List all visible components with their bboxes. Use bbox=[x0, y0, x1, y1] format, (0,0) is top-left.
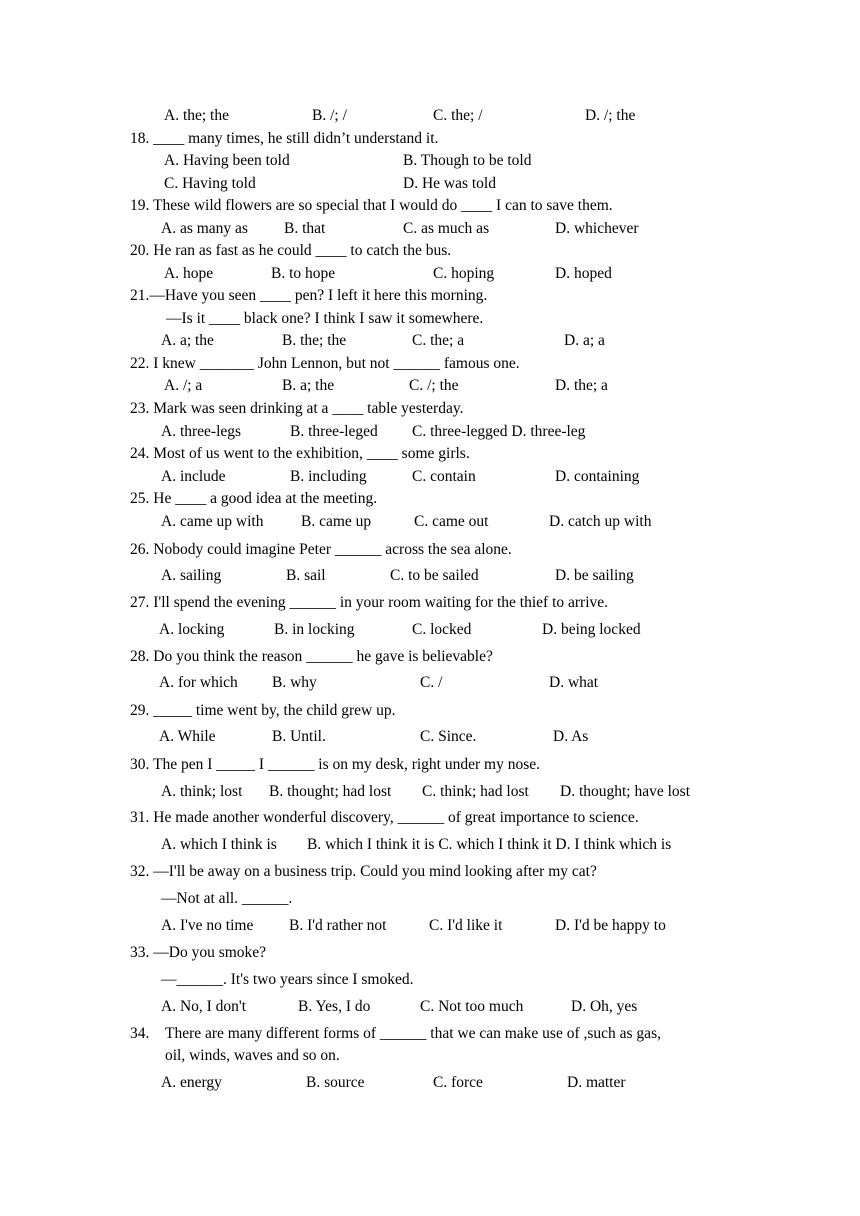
text-line-q32b-0: —Not at all. ______. bbox=[161, 890, 293, 907]
option-q18b-1: D. He was told bbox=[403, 175, 496, 192]
option-q30o-1: B. thought; had lost bbox=[269, 783, 392, 800]
option-q28o-1: B. why bbox=[272, 674, 317, 691]
option-q32o-2: C. I'd like it bbox=[429, 917, 503, 934]
option-q18a-0: A. Having been told bbox=[164, 152, 290, 169]
text-line-q25-0: 25. He ____ a good idea at the meeting. bbox=[130, 490, 378, 507]
text-line-q32-0: 32. —I'll be away on a business trip. Could you mind looking after my cat? bbox=[130, 863, 597, 880]
option-q27o-2: C. locked bbox=[412, 621, 472, 638]
option-q26o-0: A. sailing bbox=[161, 567, 222, 584]
option-q33o-1: B. Yes, I do bbox=[298, 998, 371, 1015]
text-line-q26-0: 26. Nobody could imagine Peter ______ across the sea alone. bbox=[130, 541, 512, 558]
option-q29o-3: D. As bbox=[553, 728, 589, 745]
option-q27o-3: D. being locked bbox=[542, 621, 641, 638]
option-q27o-0: A. locking bbox=[159, 621, 225, 638]
option-q24o-1: B. including bbox=[290, 468, 367, 485]
text-line-q20-0: 20. He ran as fast as he could ____ to catch the bus. bbox=[130, 242, 452, 259]
option-q28o-0: A. for which bbox=[159, 674, 238, 691]
option-q23o-2: C. three-legged D. three-leg bbox=[412, 423, 586, 440]
option-q25o-0: A. came up with bbox=[161, 513, 264, 530]
option-q25o-3: D. catch up with bbox=[549, 513, 652, 530]
option-q27o-1: B. in locking bbox=[274, 621, 355, 638]
option-q33o-0: A. No, I don't bbox=[161, 998, 247, 1015]
option-q20o-2: C. hoping bbox=[433, 265, 495, 282]
option-q28o-3: D. what bbox=[549, 674, 599, 691]
option-q21o-1: B. the; the bbox=[282, 332, 347, 349]
option-q32o-3: D. I'd be happy to bbox=[555, 917, 666, 934]
option-q17opts-2: C. the; / bbox=[433, 107, 483, 124]
option-q21o-0: A. a; the bbox=[161, 332, 214, 349]
option-q22o-2: C. /; the bbox=[409, 377, 459, 394]
text-line-q29-0: 29. _____ time went by, the child grew up. bbox=[130, 702, 396, 719]
text-line-q21b-0: —Is it ____ black one? I think I saw it somewhere. bbox=[166, 310, 484, 327]
option-q26o-1: B. sail bbox=[286, 567, 326, 584]
text-line-q33b-0: —______. It's two years since I smoked. bbox=[161, 971, 414, 988]
option-q30o-2: C. think; had lost bbox=[422, 783, 529, 800]
option-q25o-1: B. came up bbox=[301, 513, 372, 530]
option-q26o-2: C. to be sailed bbox=[390, 567, 479, 584]
text-line-q31-0: 31. He made another wonderful discovery, ______ of great importance to science. bbox=[130, 809, 639, 826]
option-q30o-3: D. thought; have lost bbox=[560, 783, 691, 800]
option-q29o-1: B. Until. bbox=[272, 728, 326, 745]
text-line-q34-0: There are many different forms of ______ that we can make use of ,such as gas, bbox=[165, 1025, 661, 1042]
option-q23o-0: A. three-legs bbox=[161, 423, 242, 440]
option-q22o-0: A. /; a bbox=[164, 377, 203, 394]
text-line-q30-0: 30. The pen I _____ I ______ is on my desk, right under my nose. bbox=[130, 756, 540, 773]
option-q24o-0: A. include bbox=[161, 468, 226, 485]
text-line-q34c-0: oil, winds, waves and so on. bbox=[165, 1047, 340, 1064]
option-q24o-3: D. containing bbox=[555, 468, 640, 485]
text-line-q21-0: 21.—Have you seen ____ pen? I left it here this morning. bbox=[130, 287, 488, 304]
text-line-q18-0: 18. ____ many times, he still didn’t understand it. bbox=[130, 130, 439, 147]
option-q19o-0: A. as many as bbox=[161, 220, 248, 237]
text-line-q23-0: 23. Mark was seen drinking at a ____ table yesterday. bbox=[130, 400, 464, 417]
option-q34o-2: C. force bbox=[433, 1074, 483, 1091]
option-q25o-2: C. came out bbox=[414, 513, 489, 530]
option-q24o-2: C. contain bbox=[412, 468, 476, 485]
option-q32o-1: B. I'd rather not bbox=[289, 917, 387, 934]
option-q21o-3: D. a; a bbox=[564, 332, 605, 349]
option-q19o-3: D. whichever bbox=[555, 220, 639, 237]
option-q31o-0: A. which I think is bbox=[161, 836, 277, 853]
text-line-q33-0: 33. —Do you smoke? bbox=[130, 944, 267, 961]
option-q31o-1: B. which I think it is C. which I think it D. I think which is bbox=[307, 836, 672, 853]
option-q29o-0: A. While bbox=[159, 728, 216, 745]
option-q21o-2: C. the; a bbox=[412, 332, 465, 349]
option-q33o-3: D. Oh, yes bbox=[571, 998, 638, 1015]
text-line-q24-0: 24. Most of us went to the exhibition, ____ some girls. bbox=[130, 445, 470, 462]
option-q17opts-1: B. /; / bbox=[312, 107, 347, 124]
option-q22o-1: B. a; the bbox=[282, 377, 335, 394]
option-q30o-0: A. think; lost bbox=[161, 783, 243, 800]
option-q34o-0: A. energy bbox=[161, 1074, 222, 1091]
text-line-q28-0: 28. Do you think the reason ______ he gave is believable? bbox=[130, 648, 493, 665]
option-q32o-0: A. I've no time bbox=[161, 917, 254, 934]
option-q17opts-3: D. /; the bbox=[585, 107, 636, 124]
option-q33o-2: C. Not too much bbox=[420, 998, 524, 1015]
option-q29o-2: C. Since. bbox=[420, 728, 477, 745]
option-q18b-0: C. Having told bbox=[164, 175, 256, 192]
option-q17opts-0: A. the; the bbox=[164, 107, 229, 124]
option-q20o-1: B. to hope bbox=[271, 265, 336, 282]
text-line-q27-0: 27. I'll spend the evening ______ in your room waiting for the thief to arrive. bbox=[130, 594, 609, 611]
option-q22o-3: D. the; a bbox=[555, 377, 608, 394]
text-line-q22-0: 22. I knew _______ John Lennon, but not ______ famous one. bbox=[130, 355, 520, 372]
option-q34o-3: D. matter bbox=[567, 1074, 626, 1091]
option-q28o-2: C. / bbox=[420, 674, 443, 691]
option-q19o-1: B. that bbox=[284, 220, 326, 237]
option-q19o-2: C. as much as bbox=[403, 220, 490, 237]
text-line-q19-0: 19. These wild flowers are so special that I would do ____ I can to save them. bbox=[130, 197, 613, 214]
text-line-q34n-0: 34. bbox=[130, 1025, 150, 1042]
option-q34o-1: B. source bbox=[306, 1074, 365, 1091]
option-q26o-3: D. be sailing bbox=[555, 567, 634, 584]
option-q23o-1: B. three-leged bbox=[290, 423, 378, 440]
option-q20o-0: A. hope bbox=[164, 265, 214, 282]
option-q20o-3: D. hoped bbox=[555, 265, 612, 282]
option-q18a-1: B. Though to be told bbox=[403, 152, 532, 169]
